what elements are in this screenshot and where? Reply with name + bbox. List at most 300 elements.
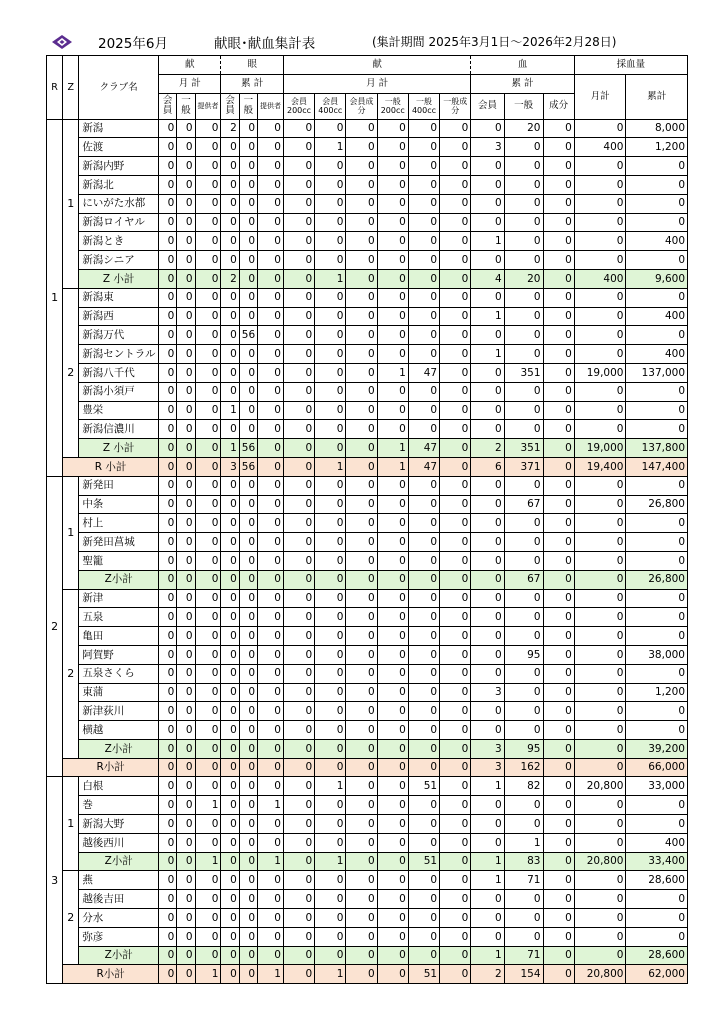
cell-value: 0: [574, 570, 626, 589]
cell-value: 0: [159, 570, 177, 589]
cell-value: 0: [543, 514, 574, 533]
cell-value: 0: [408, 796, 439, 815]
cell-value: 0: [504, 194, 543, 213]
cell-value: 0: [239, 833, 257, 852]
cell-value: 0: [315, 796, 346, 815]
cell-value: 0: [574, 476, 626, 495]
club-name: 新潟東: [79, 288, 159, 307]
r-group-label: 1: [47, 119, 63, 476]
table-row: [47, 815, 688, 834]
cell-value: 0: [471, 514, 504, 533]
cell-value: 0: [221, 627, 239, 646]
cell-value: 0: [239, 890, 257, 909]
z-group-label: 1: [63, 476, 79, 589]
cell-value: 0: [471, 213, 504, 232]
z-subtotal-row: [47, 570, 688, 589]
cell-value: 0: [346, 721, 377, 740]
cell-value: 0: [440, 420, 471, 439]
cell-value: 0: [239, 627, 257, 646]
cell-value: 20,800: [574, 777, 626, 796]
cell-value: 0: [283, 533, 314, 552]
cell-value: 0: [626, 401, 688, 420]
cell-value: 0: [258, 608, 284, 627]
cell-value: 1: [315, 852, 346, 871]
cell-value: 400: [574, 138, 626, 157]
cell-value: 0: [159, 269, 177, 288]
cell-value: 0: [543, 269, 574, 288]
cell-value: 0: [346, 232, 377, 251]
cell-value: 0: [346, 833, 377, 852]
table-row: [47, 702, 688, 721]
cell-value: 0: [626, 382, 688, 401]
col-gan: 眼: [221, 56, 283, 75]
cell-value: 0: [239, 551, 257, 570]
col-r: R: [47, 56, 63, 120]
cell-value: 0: [408, 909, 439, 928]
cell-value: 0: [258, 909, 284, 928]
cell-value: 0: [504, 232, 543, 251]
cell-value: 0: [239, 927, 257, 946]
cell-value: 0: [177, 175, 195, 194]
cell-value: 0: [315, 608, 346, 627]
z-group-label: 2: [63, 288, 79, 457]
cell-value: 0: [221, 852, 239, 871]
cell-value: 0: [346, 457, 377, 476]
cell-value: 0: [440, 439, 471, 458]
cell-value: 0: [543, 307, 574, 326]
cell-value: 0: [543, 664, 574, 683]
cell-value: 0: [346, 363, 377, 382]
cell-value: 0: [239, 608, 257, 627]
cell-value: 0: [159, 514, 177, 533]
table-row: [47, 645, 688, 664]
cell-value: 1: [195, 796, 221, 815]
cell-value: 0: [440, 345, 471, 364]
cell-value: 0: [504, 683, 543, 702]
cell-value: 0: [195, 382, 221, 401]
cell-value: 0: [626, 890, 688, 909]
cell-value: 0: [177, 288, 195, 307]
cell-value: 0: [195, 457, 221, 476]
cell-value: 3: [471, 739, 504, 758]
cell-value: 0: [471, 157, 504, 176]
cell-value: 0: [440, 909, 471, 928]
cell-value: 3: [471, 683, 504, 702]
cell-value: 0: [239, 307, 257, 326]
cell-value: 0: [377, 683, 408, 702]
cell-value: 0: [346, 608, 377, 627]
cell-value: 0: [177, 833, 195, 852]
col-eye-c-teikyo: 提供者: [258, 93, 284, 119]
col-blood-monthly: 月 計: [283, 74, 470, 93]
cell-value: 0: [346, 852, 377, 871]
cell-value: 0: [471, 175, 504, 194]
cell-value: 0: [195, 363, 221, 382]
cell-value: 0: [346, 401, 377, 420]
cell-value: 0: [574, 420, 626, 439]
cell-value: 0: [346, 213, 377, 232]
cell-value: 0: [377, 946, 408, 965]
cell-value: 0: [177, 476, 195, 495]
cell-value: 0: [574, 702, 626, 721]
cell-value: 0: [283, 457, 314, 476]
col-k400: 会員400cc: [315, 93, 346, 119]
cell-value: 0: [440, 721, 471, 740]
club-name: 白根: [79, 777, 159, 796]
cell-value: 0: [258, 401, 284, 420]
cell-value: 0: [159, 815, 177, 834]
cell-value: 0: [408, 739, 439, 758]
cell-value: 0: [195, 946, 221, 965]
cell-value: 0: [543, 852, 574, 871]
cell-value: 33,400: [626, 852, 688, 871]
cell-value: 0: [258, 194, 284, 213]
cell-value: 0: [408, 476, 439, 495]
cell-value: 0: [377, 119, 408, 138]
cell-value: 0: [626, 551, 688, 570]
cell-value: 0: [315, 194, 346, 213]
cell-value: 0: [221, 157, 239, 176]
cell-value: 1: [471, 946, 504, 965]
cell-value: 0: [221, 721, 239, 740]
cell-value: 0: [221, 476, 239, 495]
cell-value: 0: [543, 533, 574, 552]
table-row: [47, 909, 688, 928]
club-name: 阿賀野: [79, 645, 159, 664]
cell-value: 0: [195, 570, 221, 589]
cell-value: 0: [543, 213, 574, 232]
table-row: [47, 495, 688, 514]
cell-value: 0: [543, 476, 574, 495]
col-c-seibun: 成分: [543, 93, 574, 119]
cell-value: 0: [440, 269, 471, 288]
col-club: クラブ名: [79, 56, 159, 120]
cell-value: 0: [177, 138, 195, 157]
cell-value: 351: [504, 439, 543, 458]
table-row: [47, 927, 688, 946]
cell-value: 0: [377, 514, 408, 533]
cell-value: 0: [377, 909, 408, 928]
col-i400: 一般400cc: [408, 93, 439, 119]
cell-value: 0: [377, 420, 408, 439]
cell-value: 0: [471, 909, 504, 928]
z-group-label: 2: [63, 589, 79, 758]
cell-value: 0: [283, 721, 314, 740]
club-name: 聖籠: [79, 551, 159, 570]
club-name: 五泉さくら: [79, 664, 159, 683]
cell-value: 0: [177, 965, 195, 984]
cell-value: 0: [221, 232, 239, 251]
club-name: 新発田菖城: [79, 533, 159, 552]
cell-value: 0: [440, 476, 471, 495]
col-kseibun: 会員成分: [346, 93, 377, 119]
cell-value: 0: [283, 608, 314, 627]
cell-value: 0: [377, 927, 408, 946]
cell-value: 400: [626, 232, 688, 251]
cell-value: 0: [574, 326, 626, 345]
cell-value: 0: [283, 683, 314, 702]
cell-value: 0: [195, 890, 221, 909]
cell-value: 0: [543, 833, 574, 852]
cell-value: 0: [283, 777, 314, 796]
cell-value: 0: [471, 551, 504, 570]
table-row: [47, 833, 688, 852]
cell-value: 0: [440, 457, 471, 476]
cell-value: 0: [283, 739, 314, 758]
cell-value: 0: [177, 119, 195, 138]
cell-value: 0: [239, 739, 257, 758]
subtotal-label: Z小計: [79, 570, 159, 589]
cell-value: 38,000: [626, 645, 688, 664]
cell-value: 0: [283, 664, 314, 683]
cell-value: 0: [471, 570, 504, 589]
cell-value: 0: [626, 927, 688, 946]
cell-value: 0: [543, 796, 574, 815]
cell-value: 0: [177, 946, 195, 965]
cell-value: 0: [239, 815, 257, 834]
cell-value: 0: [239, 758, 257, 777]
cell-value: 0: [377, 194, 408, 213]
cell-value: 0: [543, 758, 574, 777]
cell-value: 0: [626, 476, 688, 495]
cell-value: 0: [283, 871, 314, 890]
cell-value: 0: [258, 138, 284, 157]
cell-value: 0: [159, 476, 177, 495]
cell-value: 0: [283, 890, 314, 909]
cell-value: 1,200: [626, 138, 688, 157]
cell-value: 0: [574, 307, 626, 326]
cell-value: 0: [574, 833, 626, 852]
club-name: 豊栄: [79, 401, 159, 420]
cell-value: 0: [440, 533, 471, 552]
cell-value: 0: [574, 946, 626, 965]
cell-value: 0: [221, 194, 239, 213]
cell-value: 33,000: [626, 777, 688, 796]
cell-value: 0: [159, 307, 177, 326]
cell-value: 0: [159, 495, 177, 514]
cell-value: 8,000: [626, 119, 688, 138]
cell-value: 0: [195, 645, 221, 664]
cell-value: 147,400: [626, 457, 688, 476]
cell-value: 0: [346, 175, 377, 194]
subtotal-label: R小計: [63, 758, 159, 777]
cell-value: 0: [440, 213, 471, 232]
cell-value: 0: [195, 927, 221, 946]
cell-value: 0: [283, 401, 314, 420]
cell-value: 1: [471, 345, 504, 364]
cell-value: 71: [504, 871, 543, 890]
cell-value: 0: [195, 833, 221, 852]
cell-value: 0: [283, 589, 314, 608]
cell-value: 0: [195, 269, 221, 288]
cell-value: 0: [258, 175, 284, 194]
cell-value: 0: [159, 119, 177, 138]
cell-value: 0: [543, 251, 574, 270]
cell-value: 0: [315, 157, 346, 176]
table-row: [47, 175, 688, 194]
cell-value: 0: [177, 514, 195, 533]
cell-value: 0: [177, 457, 195, 476]
cell-value: 0: [258, 946, 284, 965]
cell-value: 0: [346, 664, 377, 683]
cell-value: 0: [377, 965, 408, 984]
club-name: 新津: [79, 589, 159, 608]
cell-value: 0: [221, 871, 239, 890]
cell-value: 0: [159, 608, 177, 627]
cell-value: 0: [504, 702, 543, 721]
club-name: 新潟とき: [79, 232, 159, 251]
cell-value: 0: [258, 119, 284, 138]
cell-value: 0: [195, 213, 221, 232]
cell-value: 0: [221, 833, 239, 852]
subtotal-label: Z小計: [79, 852, 159, 871]
cell-value: 0: [283, 495, 314, 514]
cell-value: 0: [440, 514, 471, 533]
cell-value: 0: [315, 288, 346, 307]
cell-value: 0: [504, 382, 543, 401]
cell-value: 0: [258, 551, 284, 570]
club-name: 越後吉田: [79, 890, 159, 909]
cell-value: 0: [258, 664, 284, 683]
cell-value: 400: [626, 833, 688, 852]
r-group-label: 2: [47, 476, 63, 777]
cell-value: 0: [159, 457, 177, 476]
cell-value: 0: [543, 401, 574, 420]
cell-value: 0: [543, 570, 574, 589]
cell-value: 0: [258, 570, 284, 589]
cell-value: 1: [471, 871, 504, 890]
cell-value: 0: [626, 589, 688, 608]
cell-value: 0: [408, 401, 439, 420]
cell-value: 0: [177, 589, 195, 608]
cell-value: 0: [346, 946, 377, 965]
cell-value: 1: [471, 307, 504, 326]
cell-value: 0: [440, 194, 471, 213]
cell-value: 0: [471, 194, 504, 213]
cell-value: 0: [346, 326, 377, 345]
cell-value: 0: [346, 627, 377, 646]
col-z: Z: [63, 56, 79, 120]
cell-value: 0: [283, 213, 314, 232]
club-name: 横越: [79, 721, 159, 740]
cell-value: 0: [283, 138, 314, 157]
cell-value: 0: [626, 796, 688, 815]
cell-value: 1: [315, 457, 346, 476]
cell-value: 0: [346, 269, 377, 288]
club-name: 新潟シニア: [79, 251, 159, 270]
cell-value: 0: [346, 420, 377, 439]
cell-value: 0: [315, 363, 346, 382]
cell-value: 0: [159, 326, 177, 345]
cell-value: 0: [377, 721, 408, 740]
cell-value: 0: [504, 927, 543, 946]
cell-value: 400: [626, 307, 688, 326]
club-name: 五泉: [79, 608, 159, 627]
cell-value: 0: [440, 157, 471, 176]
cell-value: 0: [195, 119, 221, 138]
cell-value: 0: [440, 758, 471, 777]
cell-value: 0: [258, 833, 284, 852]
cell-value: 0: [258, 514, 284, 533]
cell-value: 0: [159, 589, 177, 608]
cell-value: 0: [177, 533, 195, 552]
cell-value: 351: [504, 363, 543, 382]
cell-value: 0: [159, 533, 177, 552]
cell-value: 47: [408, 363, 439, 382]
cell-value: 0: [574, 758, 626, 777]
cell-value: 0: [258, 890, 284, 909]
cell-value: 0: [574, 645, 626, 664]
cell-value: 0: [195, 739, 221, 758]
cell-value: 0: [315, 627, 346, 646]
cell-value: 0: [283, 232, 314, 251]
cell-value: 0: [574, 589, 626, 608]
cell-value: 0: [221, 965, 239, 984]
cell-value: 0: [159, 551, 177, 570]
cell-value: 0: [239, 852, 257, 871]
col-month-total: 月計: [574, 74, 626, 119]
cell-value: 0: [471, 420, 504, 439]
cell-value: 0: [221, 589, 239, 608]
cell-value: 0: [258, 157, 284, 176]
cell-value: 0: [221, 909, 239, 928]
cell-value: 0: [543, 326, 574, 345]
cell-value: 154: [504, 965, 543, 984]
cell-value: 0: [315, 232, 346, 251]
cell-value: 0: [177, 815, 195, 834]
cell-value: 0: [543, 194, 574, 213]
cell-value: 0: [315, 739, 346, 758]
cell-value: 0: [346, 194, 377, 213]
table-row: [47, 533, 688, 552]
summary-table: [46, 55, 688, 984]
cell-value: 0: [440, 307, 471, 326]
cell-value: 0: [283, 833, 314, 852]
cell-value: 0: [177, 495, 195, 514]
cell-value: 0: [440, 119, 471, 138]
cell-value: 0: [159, 721, 177, 740]
cell-value: 0: [471, 326, 504, 345]
cell-value: 0: [471, 608, 504, 627]
cell-value: 0: [471, 833, 504, 852]
cell-value: 0: [258, 777, 284, 796]
cell-value: 0: [471, 119, 504, 138]
cell-value: 28,600: [626, 871, 688, 890]
cell-value: 0: [377, 739, 408, 758]
cell-value: 1: [315, 777, 346, 796]
cell-value: 20,800: [574, 852, 626, 871]
cell-value: 0: [574, 796, 626, 815]
cell-value: 26,800: [626, 495, 688, 514]
cell-value: 0: [159, 363, 177, 382]
col-c-ippan: 一般: [504, 93, 543, 119]
club-name: 村上: [79, 514, 159, 533]
cell-value: 0: [195, 401, 221, 420]
cell-value: 0: [626, 514, 688, 533]
cell-value: 0: [543, 363, 574, 382]
cell-value: 0: [221, 363, 239, 382]
cell-value: 0: [177, 927, 195, 946]
cell-value: 0: [440, 589, 471, 608]
cell-value: 1: [315, 965, 346, 984]
cell-value: 0: [177, 758, 195, 777]
cell-value: 0: [177, 871, 195, 890]
club-name: 新潟万代: [79, 326, 159, 345]
cell-value: 0: [177, 213, 195, 232]
cell-value: 71: [504, 946, 543, 965]
col-c-kaiin: 会員: [471, 93, 504, 119]
cell-value: 51: [408, 777, 439, 796]
